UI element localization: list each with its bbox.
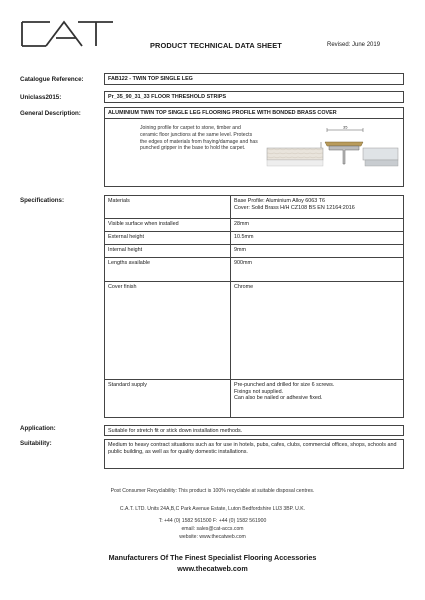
uniclass-value: Pr_35_90_31_33 FLOOR THRESHOLD STRIPS — [104, 91, 404, 103]
spec-name: Materials — [105, 196, 231, 219]
catalogue-label: Catalogue Reference: — [20, 76, 84, 83]
width-dimension-label: 35 — [343, 124, 348, 130]
general-description-text: Joining profile for carpet to stone, timber and ceramic floor junctions at the same level. Protects the edges of materials from fraying/damage and has punched gripper in the base to hold the carpet. — [140, 125, 258, 152]
specifications-table — [104, 195, 404, 418]
table-row — [105, 219, 404, 232]
spec-value-line: Fixings not supplied. — [234, 388, 284, 395]
document-title: PRODUCT TECHNICAL DATA SHEET — [150, 41, 282, 50]
company-url: www.thecatweb.com — [177, 564, 248, 573]
application-value: Suitable for stretch fit or stick down installation methods. — [104, 425, 404, 436]
table-row — [105, 196, 404, 219]
general-description-label: General Description: — [20, 110, 81, 117]
spec-value — [231, 196, 404, 219]
company-website: website: www.thecatweb.com — [179, 534, 246, 540]
spec-value: 10.5mm — [231, 232, 404, 245]
uniclass-label: Uniclass2015: — [20, 94, 62, 101]
cat-logo — [20, 18, 115, 50]
specifications-label: Specifications: — [20, 197, 65, 204]
spec-value: 28mm — [231, 219, 404, 232]
suitability-value: Medium to heavy contract situations such as for use in hotels, pubs, cafes, clubs, commercial offices, shops, schools and public building, as well as for quality domestic installations. — [104, 439, 404, 469]
catalogue-value: FAB122 - TWIN TOP SINGLE LEG — [104, 73, 404, 85]
spec-name: Standard supply — [105, 380, 231, 418]
general-description-box — [104, 107, 404, 187]
table-row — [105, 232, 404, 245]
spec-name: Lengths available — [105, 258, 231, 282]
profile-cross-section-drawing — [265, 124, 400, 174]
spec-value: Chrome — [231, 282, 404, 380]
table-row — [105, 245, 404, 258]
recyclability-note: Post Consumer Recyclability: This product is 100% recyclable at suitable disposal centres. — [110, 488, 315, 494]
revised-date: Revised: June 2019 — [327, 42, 381, 48]
spec-value-line: Base Profile: Aluminium Alloy 6063 T6 — [234, 198, 325, 204]
table-row — [105, 380, 404, 418]
company-address: C.A.T. LTD. Units 24A,B,C Park Avenue Estate, Luton Bedfordshire LU3 3BP. U.K. — [119, 506, 306, 512]
company-email: email: sales@cat-accs.com — [181, 526, 244, 532]
spec-name: External height — [105, 232, 231, 245]
table-row — [105, 258, 404, 282]
spec-value-line: Can also be nailed or adhesive fixed. — [234, 395, 323, 402]
table-row — [105, 282, 404, 380]
spec-name: Internal height — [105, 245, 231, 258]
general-description-heading: ALUMINIUM TWIN TOP SINGLE LEG FLOORING PROFILE WITH BONDED BRASS COVER — [105, 108, 403, 119]
spec-value: 9mm — [231, 245, 404, 258]
application-label: Application: — [20, 425, 56, 432]
spec-name: Cover finish — [105, 282, 231, 380]
suitability-label: Suitability: — [20, 440, 52, 447]
company-tagline: Manufacturers Of The Finest Specialist Flooring Accessories — [108, 553, 317, 562]
company-phone: T: +44 (0) 1582 561500 F: +44 (0) 1582 561900 — [158, 518, 267, 524]
spec-value: 900mm — [231, 258, 404, 282]
spec-value-line: Cover: Solid Brass H/H CZ108 BS EN 12164:2016 — [234, 204, 355, 211]
spec-name: Visible surface when installed — [105, 219, 231, 232]
spec-value-line: Pre-punched and drilled for size 6 screws. — [234, 382, 335, 388]
spec-value — [231, 380, 404, 418]
